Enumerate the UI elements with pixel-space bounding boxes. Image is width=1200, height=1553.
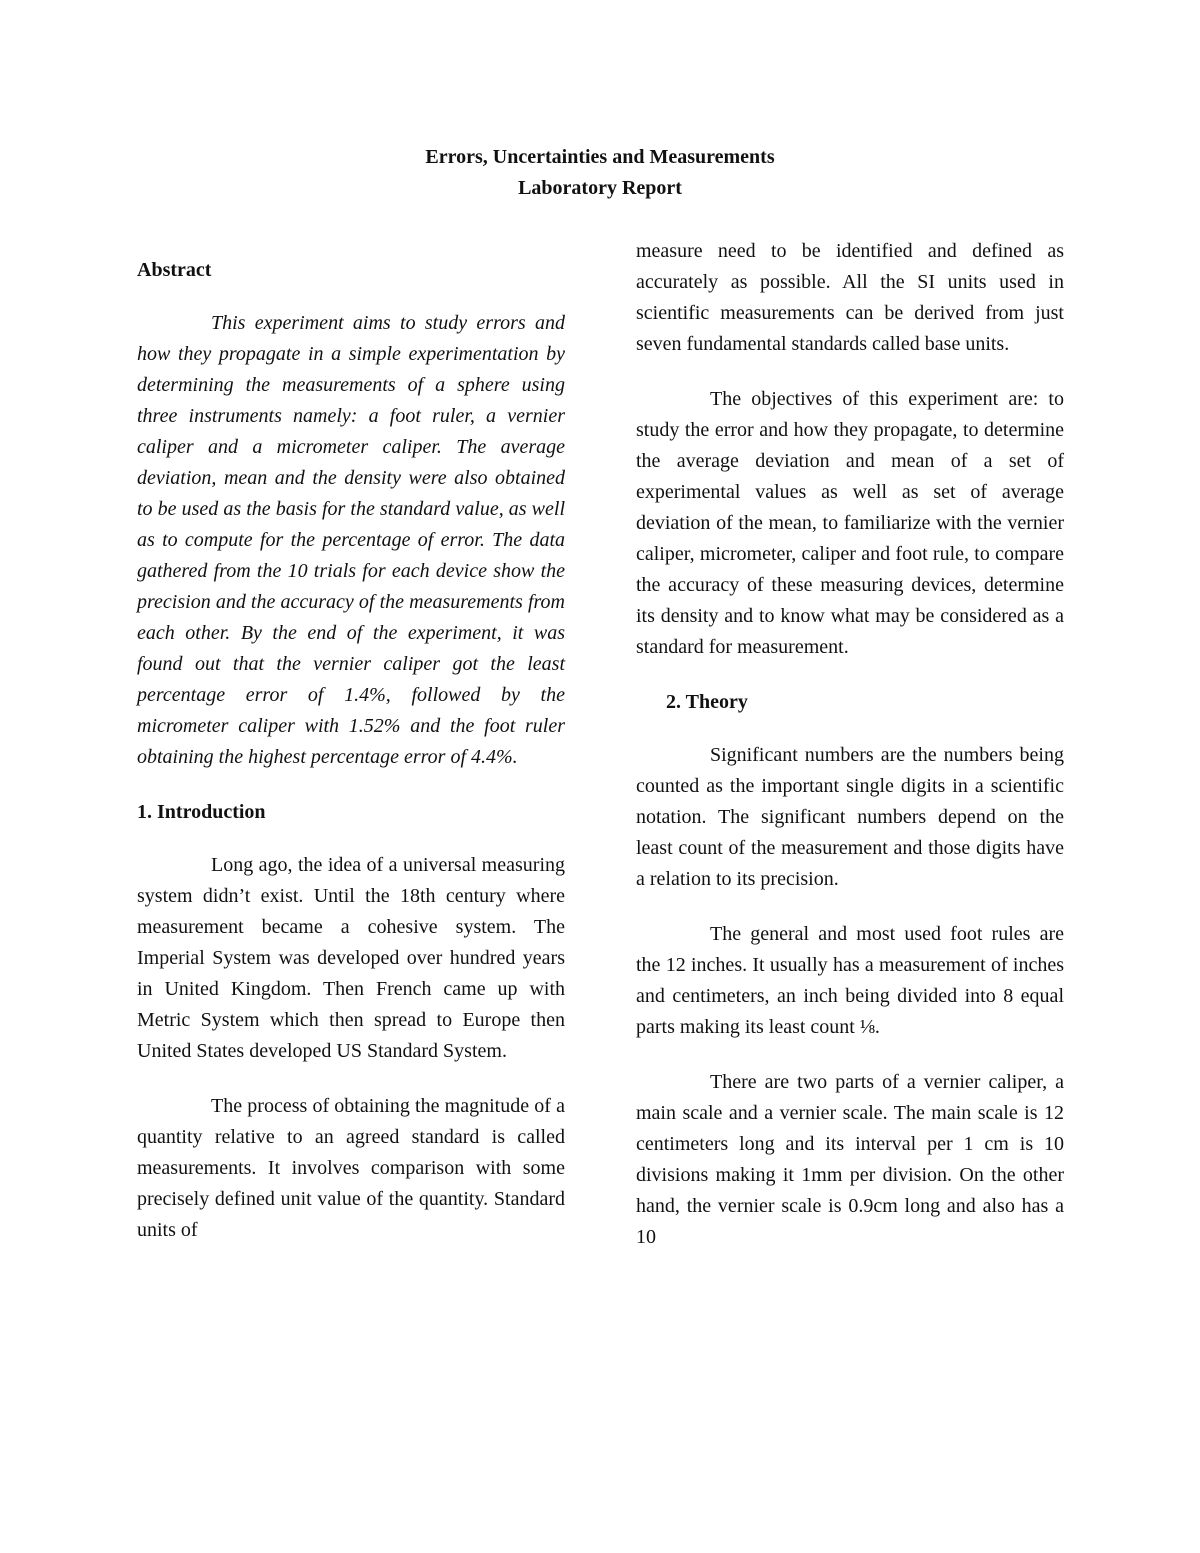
introduction-paragraph-3: The objectives of this experiment are: to study the error and how they propagate, to determine the average deviation and mean of a set of experimental values as well as set of average deviation of the mean, to familiarize with the vernier caliper, micrometer, caliper and foot rule, to compare the accuracy of these measuring devices, determine its density and to know what may be considered as a standard for measurement. xyxy=(636,388,1064,658)
theory-paragraph-3: There are two parts of a vernier caliper, a main scale and a vernier scale. The main scale is 12 centimeters long and its interval per 1 cm is 10 divisions making it 1mm per division. On the other hand, the vernier scale is 0.9cm long and also has a 10 xyxy=(636,1071,1064,1248)
abstract-text: This experiment aims to study errors and how they propagate in a simple experimentation by determining the measurements of a sphere using three instruments namely: a foot ruler, a vernier caliper and a micrometer caliper. The average deviation, mean and the density were also obtained to be used as the basis for the standard value, as well as to compute for the percentage of error. The data gathered from the 10 trials for each device show the precision and the accuracy of the measurements from each other. By the end of the experiment, it was found out that the vernier caliper got the least percentage error of 1.4%, followed by the micrometer caliper with 1.52% and the foot ruler obtaining the highest percentage error of 4.4%. xyxy=(137,312,565,768)
title-line-2: Laboratory Report xyxy=(518,177,682,199)
document-title xyxy=(0,142,1200,204)
theory-heading: 2. Theory xyxy=(666,691,748,713)
introduction-paragraph-2: The process of obtaining the magnitude of a quantity relative to an agreed standard is called measurements. It involves comparison with some precisely defined unit value of the quantity. Standard units of xyxy=(137,1095,565,1241)
introduction-heading: 1. Introduction xyxy=(137,801,266,823)
theory-paragraph-1: Significant numbers are the numbers being counted as the important single digits in a scientific notation. The significant numbers depend on the least count of the measurement and those digits have a relation to its precision. xyxy=(636,744,1064,890)
title-line-1: Errors, Uncertainties and Measurements xyxy=(425,146,775,168)
right-column xyxy=(636,236,1064,1253)
introduction-paragraph-2-continued: measure need to be identified and defined as accurately as possible. All the SI units used in scientific measurements can be derived from just seven fundamental standards called base units. xyxy=(636,240,1064,355)
theory-paragraph-2: The general and most used foot rules are the 12 inches. It usually has a measurement of inches and centimeters, an inch being divided into 8 equal parts making its least count ⅛. xyxy=(636,923,1064,1038)
abstract-heading: Abstract xyxy=(137,259,212,281)
introduction-paragraph-1: Long ago, the idea of a universal measuring system didn’t exist. Until the 18th century where measurement became a cohesive system. The Imperial System was developed over hundred years in United Kingdom. Then French came up with Metric System which then spread to Europe then United States developed US Standard System. xyxy=(137,854,565,1062)
left-column xyxy=(137,236,565,1246)
